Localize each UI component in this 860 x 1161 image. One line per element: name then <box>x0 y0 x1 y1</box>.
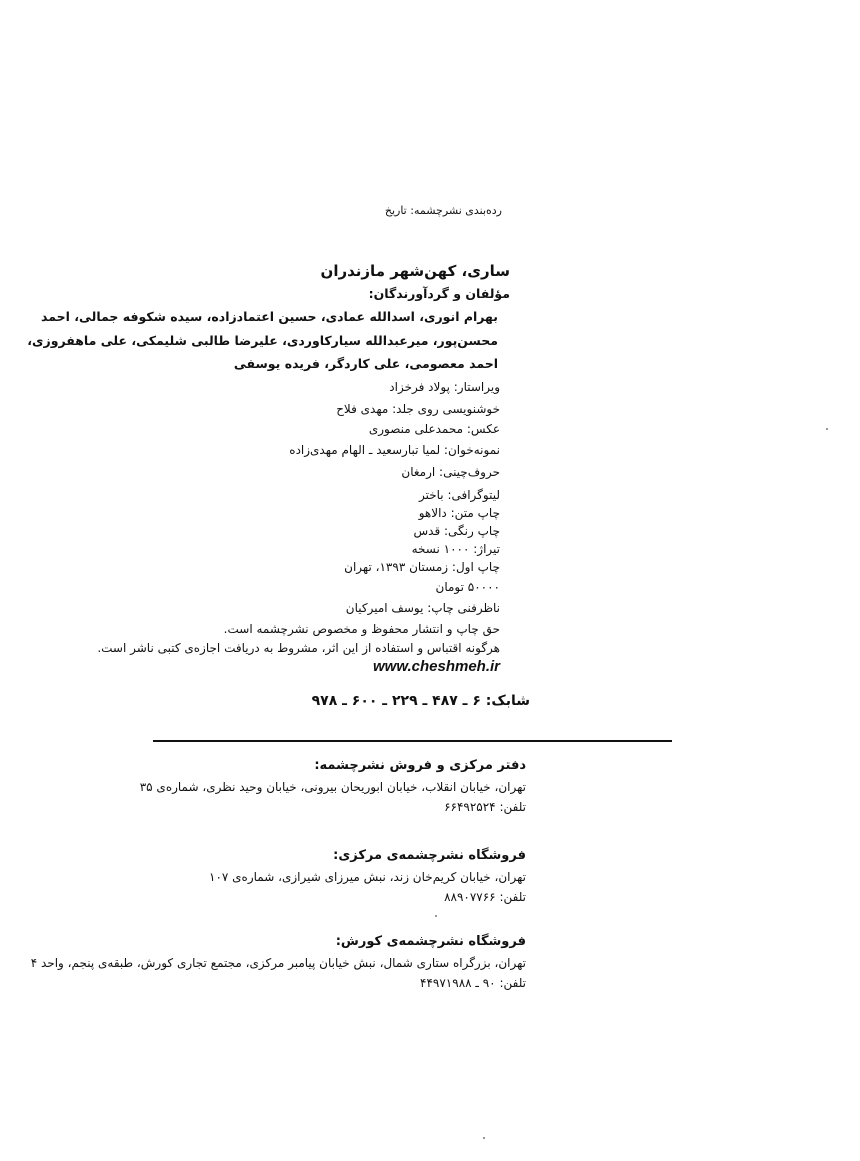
price: ۵۰۰۰۰ تومان <box>435 580 500 594</box>
authors-line-2: محسن‌پور، میرعبدالله سیارکاوردی، علیرضا طالبی شلیمکی، علی ماهفروزی، <box>27 333 498 348</box>
credit-color-print: چاپ رنگی: قدس <box>413 524 500 538</box>
store-central-address: تهران، خیابان کریم‌خان زند، نبش میرزای شیرازی، شماره‌ی ۱۰۷ <box>209 870 526 884</box>
rights-line-2: هرگونه اقتباس و استفاده از این اثر، مشروط به دریافت اجازه‌ی کتبی ناشر است. <box>97 641 500 655</box>
credit-photo: عکس: محمدعلی منصوری <box>368 422 500 436</box>
store-central-heading: فروشگاه نشرچشمه‌ی مرکزی: <box>333 848 526 863</box>
book-title: ساری، کهن‌شهر مازندران <box>320 262 510 280</box>
credit-editor: ویراستار: پولاد فرخزاد <box>389 380 500 394</box>
store-kourosh-heading: فروشگاه نشرچشمه‌ی کورش: <box>335 934 526 949</box>
office-central-heading: دفتر مرکزی و فروش نشرچشمه: <box>314 758 526 773</box>
office-central-address: تهران، خیابان انقلاب، خیابان ابوریحان بیرونی، خیابان وحید نظری، شماره‌ی ۳۵ <box>139 780 526 794</box>
classification-line: رده‌بندی نشرچشمه: تاریخ <box>384 204 502 217</box>
scan-speck <box>483 1137 485 1139</box>
store-central-phone: تلفن: ۸۸۹۰۷۷۶۶ <box>444 890 526 904</box>
credit-circulation: تیراژ: ۱۰۰۰ نسخه <box>411 542 500 556</box>
divider-rule <box>153 740 672 742</box>
scan-speck <box>435 915 437 917</box>
credit-print-supervisor: ناظرفنی چاپ: یوسف امیرکیان <box>345 601 500 615</box>
office-central-phone: تلفن: ۶۶۴۹۲۵۲۴ <box>444 800 526 814</box>
authors-heading: مؤلفان و گردآورندگان: <box>368 286 510 301</box>
credit-first-edition: چاپ اول: زمستان ۱۳۹۳، تهران <box>344 560 500 574</box>
store-kourosh-phone: تلفن: ۹۰ ـ ۴۴۹۷۱۹۸۸ <box>420 976 526 990</box>
authors-line-1: بهرام انوری، اسدالله عمادی، حسین اعتمادزاده، سیده شکوفه جمالی، احمد <box>41 309 498 324</box>
credit-calligraphy: خوشنویسی روی جلد: مهدی فلاح <box>336 402 500 416</box>
store-kourosh-address: تهران، بزرگراه ستاری شمال، نبش خیابان پیامبر مرکزی، مجتمع تجاری کورش، طبقه‌ی پنجم، واحد ۴ <box>30 956 526 970</box>
rights-line-1: حق چاپ و انتشار محفوظ و مخصوص نشرچشمه است. <box>223 622 500 636</box>
credit-proofreader: نمونه‌خوان: لمیا تبارسعید ـ الهام مهدی‌زاده <box>289 443 500 457</box>
credit-text-print: چاپ متن: دالاهو <box>418 506 500 520</box>
authors-line-3: احمد معصومی، علی کاردگر، فریده یوسفی <box>233 356 498 371</box>
credit-lithography: لیتوگرافی: باختر <box>418 488 500 502</box>
isbn: شابک: ۶ ـ ۴۸۷ ـ ۲۲۹ ـ ۶۰۰ ـ ۹۷۸ <box>311 693 530 709</box>
credit-typesetting: حروف‌چینی: ارمغان <box>401 465 500 479</box>
publisher-website: www.cheshmeh.ir <box>373 658 500 675</box>
scan-speck <box>826 428 828 430</box>
